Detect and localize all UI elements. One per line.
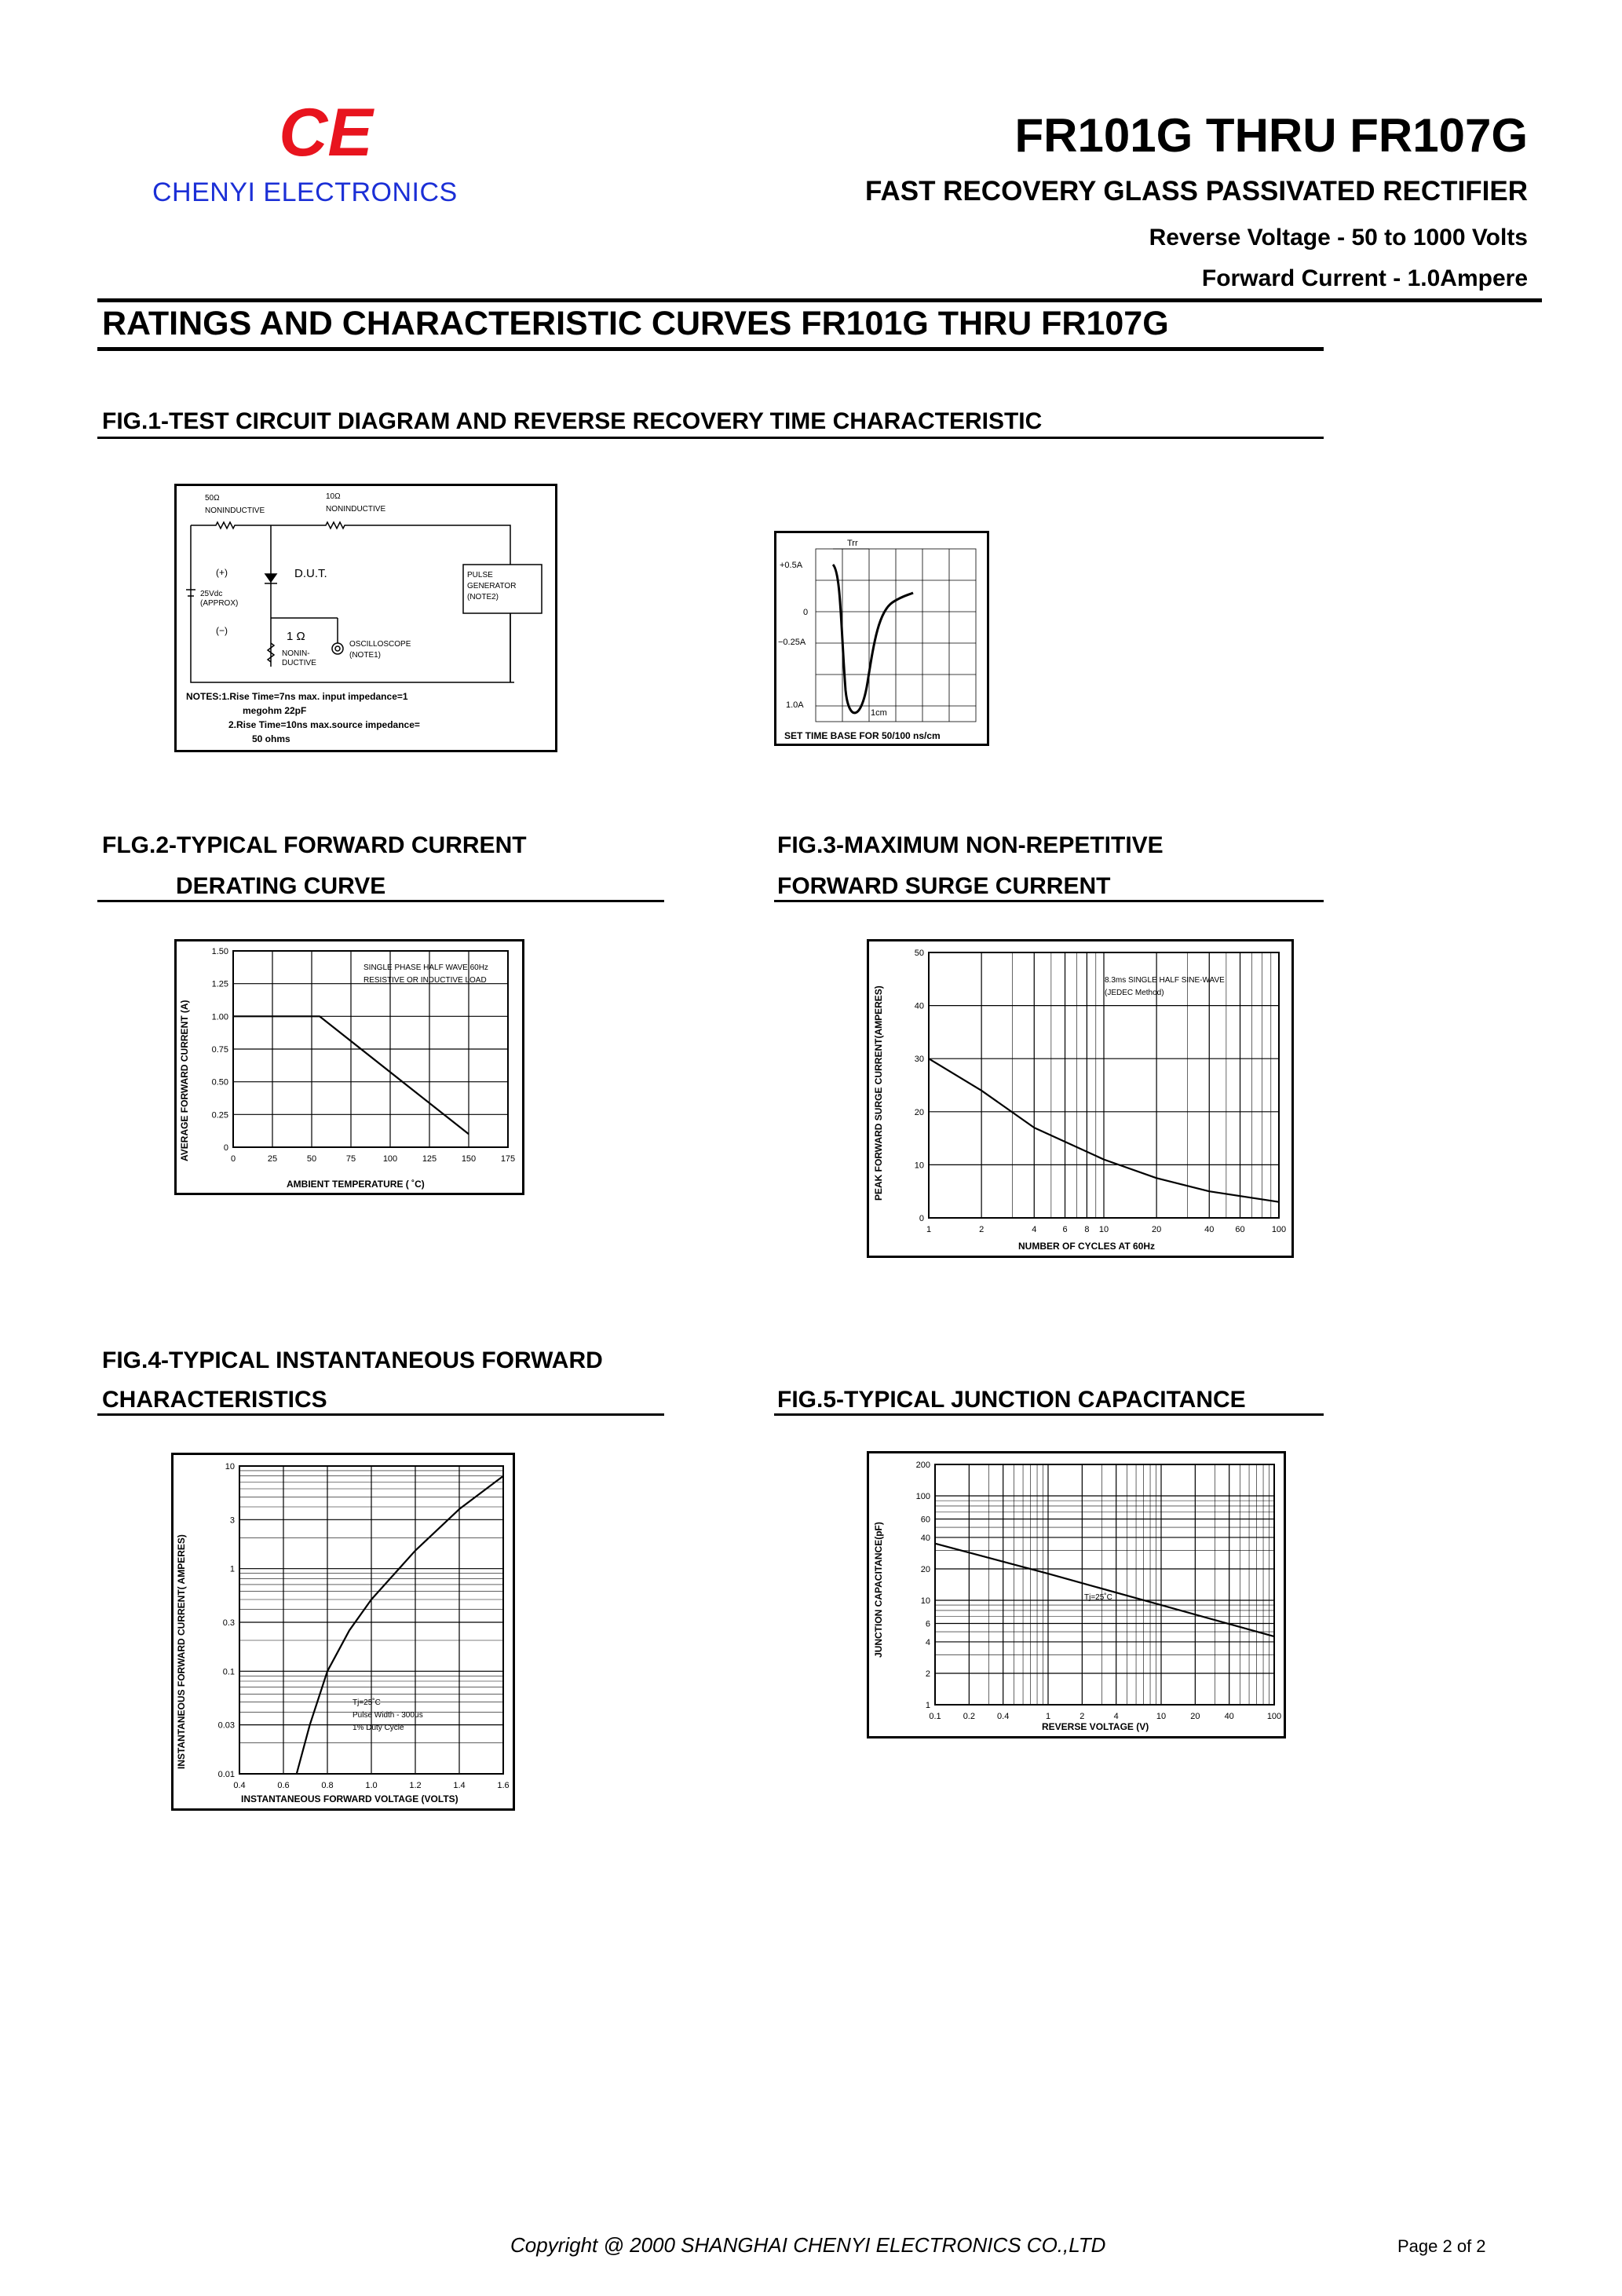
fig5-y-tick-label: 4: [925, 1637, 930, 1647]
fig5-y-tick-label: 100: [915, 1492, 930, 1502]
section-rule: [97, 347, 1324, 351]
dut-label: D.U.T.: [294, 567, 327, 580]
fig4-y-tick-label: 10: [225, 1462, 235, 1472]
oscilloscope-symbol: [332, 643, 343, 654]
fig4-title-2: CHARACTERISTICS: [102, 1387, 327, 1413]
fig2-x-tick-label: 150: [461, 1154, 477, 1164]
fig5-xlabel: REVERSE VOLTAGE (V): [1042, 1721, 1149, 1732]
fig5-series-line: [935, 1544, 1274, 1636]
fig5-y-tick-label: 40: [920, 1533, 930, 1543]
minus-label: (−): [216, 625, 228, 636]
fig4-title-1: FIG.4-TYPICAL INSTANTANEOUS FORWARD: [102, 1347, 603, 1373]
fig3-svg: [869, 941, 1291, 1256]
fig3-grid: [929, 952, 1279, 1218]
fig3-y-tick-label: 10: [914, 1161, 924, 1171]
recovery-waveform: [833, 565, 913, 713]
fig3-note-2: (JEDEC Method): [1105, 989, 1164, 997]
fig3-chart: [867, 939, 1294, 1258]
fig5-title: FIG.5-TYPICAL JUNCTION CAPACITANCE: [777, 1387, 1246, 1413]
fig3-x-tick-label: 60: [1235, 1225, 1245, 1234]
fig5-chart: [867, 1451, 1286, 1738]
fig4-svg: [174, 1455, 513, 1808]
company-logo: CE: [279, 95, 373, 170]
fig2-x-tick-label: 175: [500, 1154, 516, 1164]
source-voltage: 25Vdc: [200, 590, 223, 598]
r3-note-2: DUCTIVE: [282, 659, 316, 667]
fig4-x-tick-label: 1.4: [453, 1781, 466, 1790]
circuit-svg: [177, 486, 555, 750]
fig4-x-tick-label: 1.6: [497, 1781, 510, 1790]
pulse-label-1: PULSE: [467, 571, 493, 579]
note-line-4: 50 ohms: [252, 733, 290, 744]
fig2-svg: [177, 941, 522, 1193]
fig5-svg: [869, 1453, 1284, 1736]
fig3-rule: [774, 900, 1324, 902]
note-line-1: NOTES:1.Rise Time=7ns max. input impedance=1: [186, 691, 408, 702]
fig2-x-tick-label: 25: [267, 1154, 278, 1164]
fig3-y-tick-label: 40: [914, 1001, 924, 1011]
fig5-ylabel: JUNCTION CAPACITANCE(pF): [873, 1522, 884, 1658]
fig5-x-tick-label: 2: [1080, 1712, 1085, 1721]
fig3-x-tick-label: 100: [1271, 1225, 1287, 1234]
fig3-x-tick-label: 40: [1204, 1225, 1215, 1234]
fig2-x-tick-label: 100: [382, 1154, 398, 1164]
osc-label-1: OSCILLOSCOPE: [349, 640, 411, 649]
wave-y-label-1: +0.5A: [780, 561, 803, 570]
oscilloscope-inner: [335, 646, 340, 651]
fig2-x-tick-label: 125: [422, 1154, 437, 1164]
wave-y-label-2: 0: [803, 608, 809, 617]
fig2-x-tick-label: 75: [345, 1154, 356, 1164]
r1-note: NONINDUCTIVE: [205, 506, 265, 515]
fig4-note-3: 1% Duty Cycle: [353, 1724, 404, 1732]
fig5-x-tick-label: 0.2: [963, 1712, 975, 1721]
reverse-voltage-spec: Reverse Voltage - 50 to 1000 Volts: [1149, 225, 1528, 250]
fig2-rule: [97, 900, 664, 902]
fig2-note-2: RESISTIVE OR INDUCTIVE LOAD: [363, 976, 487, 985]
fig3-title-2: FORWARD SURGE CURRENT: [777, 873, 1111, 899]
fig5-y-tick-label: 20: [920, 1564, 930, 1574]
fig2-title-1: FLG.2-TYPICAL FORWARD CURRENT: [102, 832, 527, 858]
fig5-y-tick-label: 1: [925, 1701, 930, 1710]
r2-value: 10Ω: [326, 492, 341, 501]
trr-label: Trr: [847, 539, 858, 548]
fig4-ylabel: INSTANTANEOUS FORWARD CURRENT( AMPERES): [176, 1534, 187, 1769]
company-name: CHENYI ELECTRONICS: [152, 177, 458, 207]
fig2-note-1: SINGLE PHASE HALF WAVE 60Hz: [363, 963, 488, 972]
fig4-y-tick-label: 0.1: [222, 1667, 235, 1677]
fig4-grid: [239, 1466, 503, 1774]
fig2-y-tick-label: 0.50: [211, 1077, 228, 1088]
pulse-label-3: (NOTE2): [467, 593, 499, 601]
fig5-x-tick-label: 10: [1156, 1712, 1167, 1721]
fig1-title: FIG.1-TEST CIRCUIT DIAGRAM AND REVERSE RECOVERY TIME CHARACTERISTIC: [102, 408, 1043, 434]
fig5-x-tick-label: 1: [1045, 1712, 1051, 1721]
r1-value: 50Ω: [205, 494, 220, 503]
fig3-x-tick-label: 10: [1098, 1225, 1109, 1234]
fig3-y-tick-label: 30: [914, 1055, 924, 1065]
fig3-title-1: FIG.3-MAXIMUM NON-REPETITIVE: [777, 832, 1164, 858]
fig2-x-tick-label: 50: [306, 1154, 317, 1164]
fig5-y-tick-label: 10: [920, 1596, 930, 1607]
fig5-y-tick-label: 60: [920, 1515, 930, 1525]
wave-y-label-3: −0.25A: [778, 638, 806, 647]
fig3-y-tick-label: 50: [914, 949, 924, 958]
fig4-x-tick-label: 0.8: [321, 1781, 334, 1790]
fig4-y-tick-label: 0.3: [222, 1618, 235, 1628]
fig5-x-tick-label: 0.4: [997, 1712, 1010, 1721]
waveform-caption: SET TIME BASE FOR 50/100 ns/cm: [784, 730, 941, 741]
note-line-3: 2.Rise Time=10ns max.source impedance=: [228, 719, 420, 730]
fig3-x-tick-label: 6: [1062, 1225, 1068, 1234]
fig2-y-tick-label: 1.50: [211, 947, 228, 956]
waveform-svg: [776, 533, 987, 744]
fig1-circuit-diagram: [174, 484, 557, 752]
r3-value: 1 Ω: [287, 630, 305, 643]
fig2-y-tick-label: 0: [223, 1143, 228, 1153]
fig4-y-tick-label: 0.01: [217, 1770, 235, 1779]
fig4-note-1: Tj=25˚C: [353, 1698, 381, 1707]
fig3-note-1: 8.3ms SINGLE HALF SINE-WAVE: [1105, 976, 1225, 985]
fig2-ylabel: AVERAGE FORWARD CURRENT (A): [179, 1000, 190, 1161]
fig3-ylabel: PEAK FORWARD SURGE CURRENT(AMPERES): [873, 985, 884, 1201]
fig1-rule: [97, 437, 1324, 439]
note-line-2: megohm 22pF: [243, 705, 307, 716]
fig4-x-tick-label: 0.4: [233, 1781, 246, 1790]
fig3-y-tick-label: 0: [919, 1214, 924, 1223]
fig1-waveform: [774, 531, 989, 746]
header-rule: [97, 298, 1542, 302]
fig5-note-1: Tj=25˚C: [1084, 1593, 1112, 1602]
plus-label: (+): [216, 567, 228, 578]
source-approx: (APPROX): [200, 599, 239, 608]
fig3-x-tick-label: 8: [1084, 1225, 1090, 1234]
fig5-grid: [935, 1464, 1274, 1705]
fig2-x-tick-label: 0: [230, 1154, 236, 1164]
section-title: RATINGS AND CHARACTERISTIC CURVES FR101G THRU FR107G: [102, 305, 1169, 342]
r3-note-1: NONIN-: [282, 649, 310, 658]
page-number: Page 2 of 2: [1397, 2236, 1486, 2256]
fig5-y-tick-label: 200: [915, 1461, 930, 1470]
fig5-x-tick-label: 0.1: [929, 1712, 941, 1721]
pulse-label-2: GENERATOR: [467, 582, 517, 590]
fig4-x-tick-label: 1.2: [409, 1781, 422, 1790]
fig4-y-tick-label: 1: [229, 1564, 235, 1574]
fig4-x-tick-label: 0.6: [277, 1781, 290, 1790]
r2-note: NONINDUCTIVE: [326, 505, 386, 514]
fig5-x-tick-label: 20: [1190, 1712, 1200, 1721]
fig2-xlabel: AMBIENT TEMPERATURE ( ˚C): [287, 1179, 425, 1190]
fig2-y-tick-label: 1.00: [211, 1012, 228, 1022]
osc-label-2: (NOTE1): [349, 651, 381, 660]
product-subtitle: FAST RECOVERY GLASS PASSIVATED RECTIFIER: [865, 176, 1528, 207]
fig5-x-tick-label: 40: [1224, 1712, 1234, 1721]
fig5-rule: [774, 1413, 1324, 1416]
wave-y-label-4: 1.0A: [786, 700, 804, 710]
fig2-chart: [174, 939, 524, 1195]
fig4-x-tick-label: 1.0: [365, 1781, 378, 1790]
fig2-y-tick-label: 0.25: [211, 1110, 228, 1121]
fig2-y-tick-label: 1.25: [211, 979, 228, 989]
cm-label: 1cm: [871, 708, 887, 718]
fig4-y-tick-label: 3: [229, 1515, 235, 1526]
dut-diode: [265, 574, 276, 582]
fig5-y-tick-label: 2: [925, 1669, 930, 1679]
fig4-xlabel: INSTANTANEOUS FORWARD VOLTAGE (VOLTS): [241, 1793, 458, 1804]
part-number-title: FR101G THRU FR107G: [1014, 109, 1528, 162]
fig3-x-tick-label: 1: [926, 1225, 932, 1234]
fig5-x-tick-label: 100: [1266, 1712, 1282, 1721]
fig3-y-tick-label: 20: [914, 1107, 924, 1117]
fig3-x-tick-label: 2: [979, 1225, 985, 1234]
fig2-title-2: DERATING CURVE: [176, 873, 386, 899]
fig3-x-tick-label: 20: [1152, 1225, 1162, 1234]
fig4-rule: [97, 1413, 664, 1416]
fig3-x-tick-label: 4: [1032, 1225, 1037, 1234]
fig4-y-tick-label: 0.03: [217, 1720, 235, 1731]
fig5-x-tick-label: 4: [1113, 1712, 1119, 1721]
fig5-y-tick-label: 6: [925, 1619, 930, 1629]
fig4-chart: [171, 1453, 515, 1811]
fig3-xlabel: NUMBER OF CYCLES AT 60Hz: [1018, 1241, 1156, 1252]
fig4-note-2: Pulse Width - 300μs: [353, 1711, 423, 1720]
copyright: Copyright @ 2000 SHANGHAI CHENYI ELECTRONICS CO.,LTD: [510, 2233, 1106, 2257]
forward-current-spec: Forward Current - 1.0Ampere: [1201, 265, 1528, 291]
fig2-y-tick-label: 0.75: [211, 1045, 228, 1055]
